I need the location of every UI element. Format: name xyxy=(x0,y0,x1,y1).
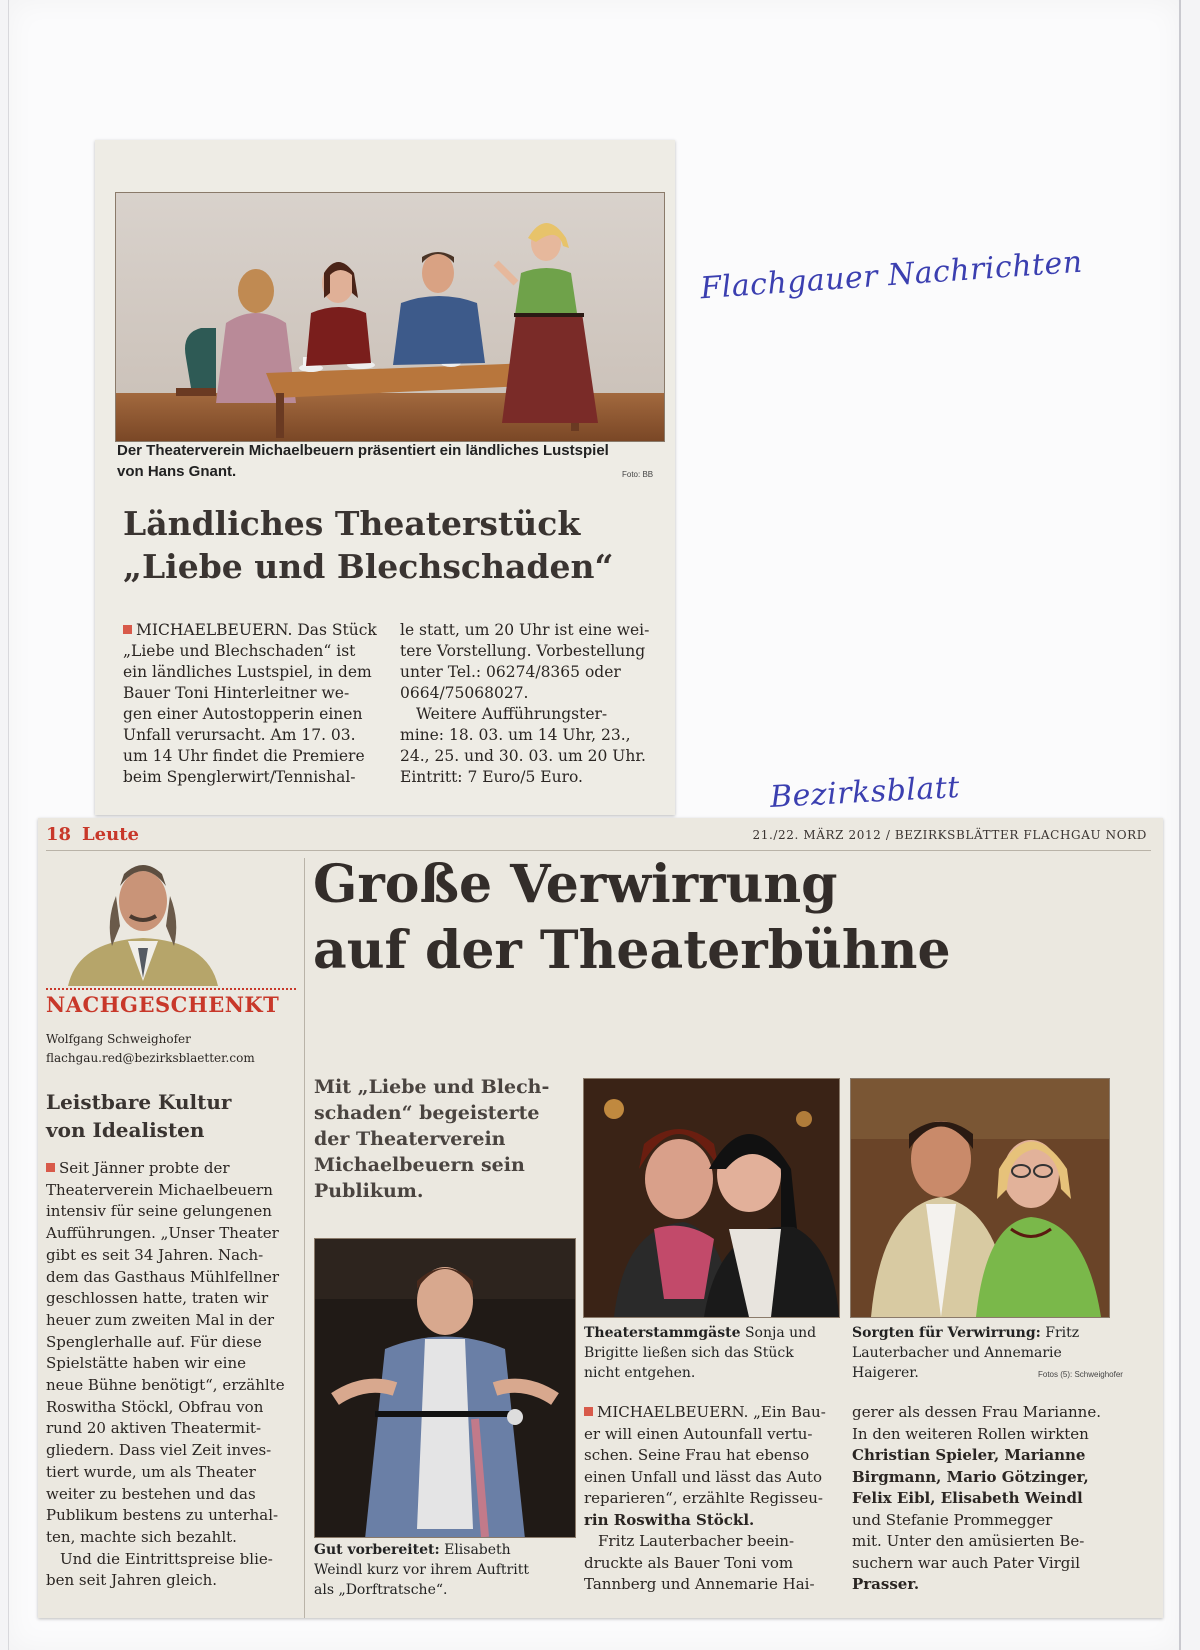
photo-credit: Foto: BB xyxy=(622,470,654,479)
caption-couple-text: Fritz xyxy=(1045,1325,1080,1341)
main-body-column-2 xyxy=(852,1402,1114,1596)
page-header xyxy=(46,824,1151,851)
dateline: 21./22. MÄRZ 2012 / BEZIRKSBLÄTTER FLACHGAU NORD xyxy=(752,828,1147,842)
clip1-col2-line: tere Vorstellung. Vorbestellung xyxy=(400,642,646,660)
clip1-col2-line: Eintritt: 7 Euro/5 Euro. xyxy=(400,768,583,786)
bullet-marker xyxy=(584,1407,593,1416)
clip1-headline-line1: Ländliches Theaterstück xyxy=(123,504,581,543)
lead-line: Publikum. xyxy=(314,1180,424,1202)
main-col2-line: und Stefanie Prommegger xyxy=(852,1510,1053,1529)
main-col2-line: suchern war auch Pater Virgil xyxy=(852,1553,1080,1572)
rehearsal-illustration xyxy=(116,193,664,441)
photo-caption-text: Der Theaterverein Michaelbeuern präsentiert ein ländliches Lustspiel von Hans Gnant. xyxy=(117,442,609,480)
clip1-col2-line: mine: 18. 03. um 14 Uhr, 23., xyxy=(400,726,631,744)
side-body-line: intensiv für seine gelungenen xyxy=(46,1202,272,1221)
clip1-headline-line2: „Liebe und Blechschaden“ xyxy=(123,547,614,586)
section-label: Leute xyxy=(82,824,139,845)
side-headline-line: Leistbare Kultur xyxy=(46,1090,232,1114)
column-title: NACHGESCHENKT xyxy=(46,992,280,1017)
main-col1-line: rin Roswitha Stöckl. xyxy=(584,1510,755,1529)
main-col1-line: einen Unfall und lässt das Auto xyxy=(584,1467,822,1486)
author-email: flachgau.red@bezirksblaetter.com xyxy=(46,1051,255,1065)
photo-caption xyxy=(117,440,637,482)
main-col2-line: Felix Eibl, Elisabeth Weindl xyxy=(852,1489,1083,1507)
clip1-column-2 xyxy=(400,620,670,788)
main-headline xyxy=(313,852,951,984)
clip1-col2-line: unter Tel.: 06274/8365 oder xyxy=(400,663,621,681)
clip1-col2-line: Weitere Aufführungster- xyxy=(416,705,608,723)
photo-theater-rehearsal xyxy=(115,192,665,442)
handwritten-note-middle: Bezirksblatt xyxy=(769,770,961,815)
couple-illustration xyxy=(851,1079,1109,1317)
photo-lead-actors xyxy=(850,1078,1110,1318)
side-body-line xyxy=(46,1158,296,1180)
main-col1-line: Tannberg und Annemarie Hai- xyxy=(584,1575,815,1593)
side-body-line: ten, machte sich bezahlt. xyxy=(46,1527,237,1546)
main-col2-line: Birgmann, Mario Götzinger, xyxy=(852,1467,1089,1486)
side-body-line: gibt es seit 34 Jahren. Nach- xyxy=(46,1245,264,1264)
clip1-col2-line: 0664/75068027. xyxy=(400,684,529,702)
handwritten-note-top: Flachgauer Nachrichten xyxy=(699,244,1084,307)
lead-line: der Theaterverein xyxy=(314,1128,506,1150)
main-col2-line: gerer als dessen Frau Marianne. xyxy=(852,1403,1101,1421)
clip1-col2-line: 24., 25. und 30. 03. um 20 Uhr. xyxy=(400,747,646,765)
side-body-line: ben seit Jahren gleich. xyxy=(46,1571,218,1590)
author-portrait xyxy=(58,856,228,986)
clipping-flachgauer xyxy=(95,140,675,815)
side-headline xyxy=(46,1088,231,1144)
main-col1-line: reparieren“, erzählte Regisseu- xyxy=(584,1489,823,1507)
author-name: Wolfgang Schweighofer xyxy=(46,1032,191,1046)
side-body-line: Roswitha Stöckl, Obfrau von xyxy=(46,1397,264,1416)
clipping-bezirksblatt xyxy=(38,818,1163,1618)
clip1-col1-line: um 14 Uhr findet die Premiere xyxy=(123,747,365,765)
guests-illustration xyxy=(584,1079,839,1317)
lead-line: Michaelbeuern sein xyxy=(314,1154,525,1176)
caption-guests-bold: Theaterstammgäste xyxy=(584,1325,741,1341)
column-title-rule xyxy=(46,988,296,990)
lead-line: Mit „Liebe und Blech- xyxy=(314,1076,550,1098)
main-headline-line1: Große Verwirrung xyxy=(313,854,838,915)
side-body-line: neue Bühne benötigt“, erzählte xyxy=(46,1376,285,1395)
main-col2-line: mit. Unter den amüsierten Be- xyxy=(852,1532,1085,1550)
main-col2-line: Prasser. xyxy=(852,1575,920,1593)
clip1-column-1 xyxy=(123,620,385,788)
page-number: 18 xyxy=(46,824,72,845)
clip1-col2-line: le statt, um 20 Uhr ist eine wei- xyxy=(400,621,650,639)
side-body-line: tiert wurde, um als Theater xyxy=(46,1462,256,1481)
photo-theater-guests xyxy=(583,1078,840,1318)
side-column-body xyxy=(46,1158,296,1592)
caption-couple-bold: Sorgten für Verwirrung: xyxy=(852,1325,1041,1341)
column-divider xyxy=(304,858,305,1618)
side-body-line: Theaterverein Michaelbeuern xyxy=(46,1180,273,1199)
caption-guests xyxy=(584,1323,839,1383)
clip1-headline xyxy=(123,502,613,588)
side-body-line: Publikum bestens zu unterhal- xyxy=(46,1506,279,1525)
side-body-line: Und die Eintrittspreise blie- xyxy=(60,1549,273,1568)
side-headline-line: von Idealisten xyxy=(46,1118,205,1142)
side-body-line: Spielstätte haben wir eine xyxy=(46,1354,247,1373)
caption-bicycle-text: als „Dorftratsche“. xyxy=(314,1582,448,1598)
main-col1-line: MICHAELBEUERN. „Ein Bau- xyxy=(597,1403,826,1421)
photo-actress-bicycle xyxy=(314,1238,576,1538)
main-col1-line: Fritz Lauterbacher beein- xyxy=(598,1532,795,1550)
side-body-line: rund 20 aktiven Theatermit- xyxy=(46,1419,262,1438)
caption-guests-text: Sonja und xyxy=(744,1325,817,1341)
author-portrait-illustration xyxy=(58,856,228,986)
caption-bicycle xyxy=(314,1540,574,1600)
bullet-marker xyxy=(123,625,132,634)
side-body-line: Spenglerhalle auf. Für diese xyxy=(46,1332,262,1351)
main-body-column-1 xyxy=(584,1402,844,1596)
clip1-col1-line: gen einer Autostopperin einen xyxy=(123,705,363,723)
clip1-col1-line: beim Spenglerwirt/Tennishal- xyxy=(123,768,356,786)
clip1-col1-line: ein ländliches Lustspiel, in dem xyxy=(123,663,372,681)
side-body-line: heuer zum zweiten Mal in der xyxy=(46,1310,275,1329)
main-col2-line: In den weiteren Rollen wirkten xyxy=(852,1424,1089,1443)
main-col1-line: druckte als Bauer Toni vom xyxy=(584,1553,794,1572)
clip1-col1-line: „Liebe und Blechschaden“ ist xyxy=(123,642,356,660)
bullet-marker xyxy=(46,1163,55,1172)
main-col1-line: schen. Seine Frau hat ebenso xyxy=(584,1446,810,1464)
side-body-line: weiter zu bestehen und das xyxy=(46,1484,256,1503)
side-body-line: Aufführungen. „Unser Theater xyxy=(46,1224,279,1243)
caption-bicycle-bold: Gut vorbereitet: xyxy=(314,1542,440,1558)
clip1-col1-line: MICHAELBEUERN. Das Stück xyxy=(136,621,377,639)
lead-paragraph xyxy=(314,1074,549,1204)
caption-guests-text: nicht entgehen. xyxy=(584,1365,696,1381)
main-col1-line: er will einen Autounfall vertu- xyxy=(584,1424,813,1443)
side-body-line: gliedern. Dass viel Zeit inves- xyxy=(46,1441,272,1460)
caption-couple-text: Lauterbacher und Annemarie xyxy=(852,1345,1062,1361)
side-body-line-text: Seit Jänner probte der xyxy=(59,1159,230,1177)
side-body-line: geschlossen hatte, traten wir xyxy=(46,1289,269,1308)
bicycle-illustration xyxy=(315,1239,575,1537)
side-body-line: dem das Gasthaus Mühlfellner xyxy=(46,1267,280,1286)
clip1-col1-line: Unfall verursacht. Am 17. 03. xyxy=(123,726,356,744)
lead-line: schaden“ begeisterte xyxy=(314,1102,540,1124)
caption-bicycle-text: Weindl kurz vor ihrem Auftritt xyxy=(314,1562,529,1578)
photos-credit: Fotos (5): Schweighofer xyxy=(1038,1370,1123,1379)
caption-couple-text: Haigerer. xyxy=(852,1365,919,1381)
main-headline-line2: auf der Theaterbühne xyxy=(313,920,951,981)
clip1-col1-line: Bauer Toni Hinterleitner we- xyxy=(123,684,350,702)
caption-guests-text: Brigitte ließen sich das Stück xyxy=(584,1345,794,1361)
caption-bicycle-text: Elisabeth xyxy=(444,1542,511,1558)
main-col2-line: Christian Spieler, Marianne xyxy=(852,1446,1086,1464)
